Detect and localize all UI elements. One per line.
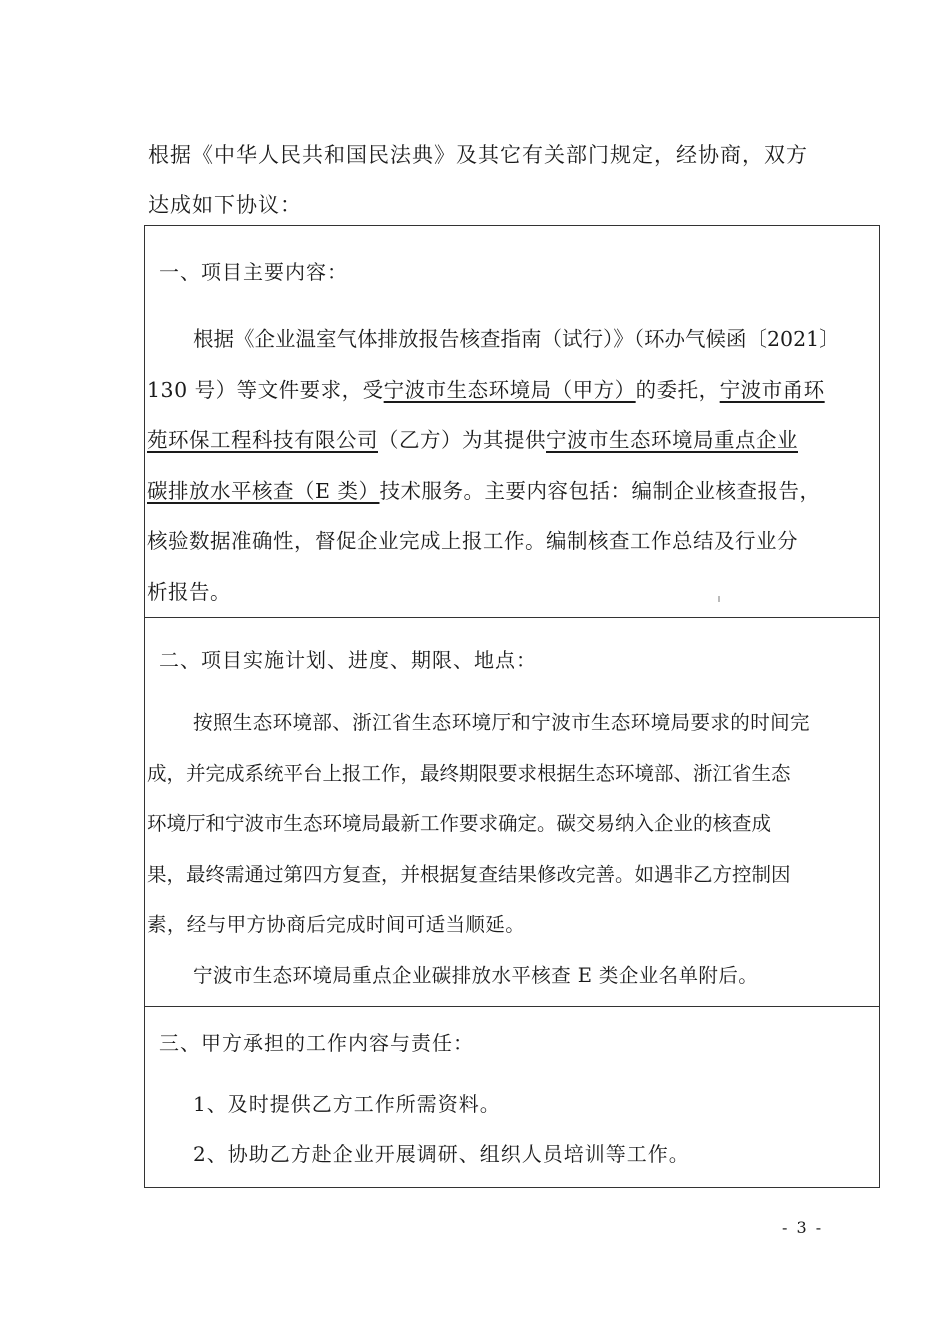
party-a-name: 宁波市生态环境局（甲方） bbox=[383, 377, 636, 402]
section-2-line-3: 环境厅和宁波市生态环境局最新工作要求确定。碳交易纳入企业的核查成 bbox=[147, 812, 772, 835]
project-name-end: 碳排放水平核查（E 类） bbox=[147, 478, 380, 503]
project-name-start: 宁波市生态环境局重点企业 bbox=[546, 428, 798, 452]
party-b-name-end: 苑环保工程科技有限公司 bbox=[147, 428, 378, 452]
section-2-body bbox=[145, 698, 879, 1001]
section-1-title: 一、项目主要内容： bbox=[159, 260, 348, 284]
section-2-line-2: 成，并完成系统平台上报工作，最终期限要求根据生态环境部、浙江省生态 bbox=[147, 761, 791, 785]
intro-line-1: 根据《中华人民共和国民法典》及其它有关部门规定，经协商，双方 bbox=[148, 143, 808, 167]
agreement-table bbox=[144, 225, 880, 1188]
party-b-name-start: 宁波市甬环 bbox=[719, 377, 825, 402]
section-1-line-6: 析报告。 bbox=[147, 579, 231, 604]
section-schedule bbox=[145, 618, 879, 1007]
duty-item-2: 2、协助乙方赴企业开展调研、组织人员培训等工作。 bbox=[193, 1142, 690, 1166]
section-2-line-4: 果，最终需通过第四方复查，并根据复查结果修改完善。如遇非乙方控制因 bbox=[147, 862, 791, 886]
scan-speck bbox=[718, 596, 720, 602]
section-3-title: 三、甲方承担的工作内容与责任： bbox=[159, 1031, 474, 1055]
section-2-line-6: 宁波市生态环境局重点企业碳排放水平核查 E 类企业名单附后。 bbox=[193, 963, 759, 987]
section-1-line-4b: 技术服务。主要内容包括：编制企业核查报告， bbox=[379, 478, 821, 503]
section-1-line-2c: 的委托， bbox=[635, 377, 720, 402]
section-2-line-1: 按照生态环境部、浙江省生态环境厅和宁波市生态环境局要求的时间完 bbox=[193, 711, 810, 734]
intro-line-2: 达成如下协议： bbox=[148, 193, 302, 217]
duty-item-1: 1、及时提供乙方工作所需资料。 bbox=[193, 1092, 501, 1116]
section-2-title: 二、项目实施计划、进度、期限、地点： bbox=[159, 648, 537, 672]
section-3-items bbox=[145, 1079, 879, 1179]
intro-paragraph bbox=[148, 130, 868, 230]
page-number: - 3 - bbox=[782, 1218, 824, 1237]
section-1-line-2 bbox=[147, 365, 877, 416]
section-1-line-1: 根据《企业温室气体排放报告核查指南（试行）》（环办气候函〔2021〕 bbox=[193, 327, 840, 351]
section-1-line-3b: （乙方）为其提供 bbox=[378, 428, 546, 452]
section-1-line-5: 核验数据准确性，督促企业完成上报工作。编制核查工作总结及行业分 bbox=[147, 529, 798, 553]
section-1-line-3 bbox=[147, 415, 877, 466]
section-1-line-4 bbox=[147, 466, 877, 517]
section-party-a-duties bbox=[145, 1007, 879, 1187]
section-1-body bbox=[145, 314, 879, 617]
section-1-line-2a: 130 号）等文件要求，受 bbox=[147, 377, 384, 402]
section-2-line-5: 素，经与甲方协商后完成时间可适当顺延。 bbox=[147, 913, 526, 936]
section-project-content bbox=[145, 226, 879, 618]
